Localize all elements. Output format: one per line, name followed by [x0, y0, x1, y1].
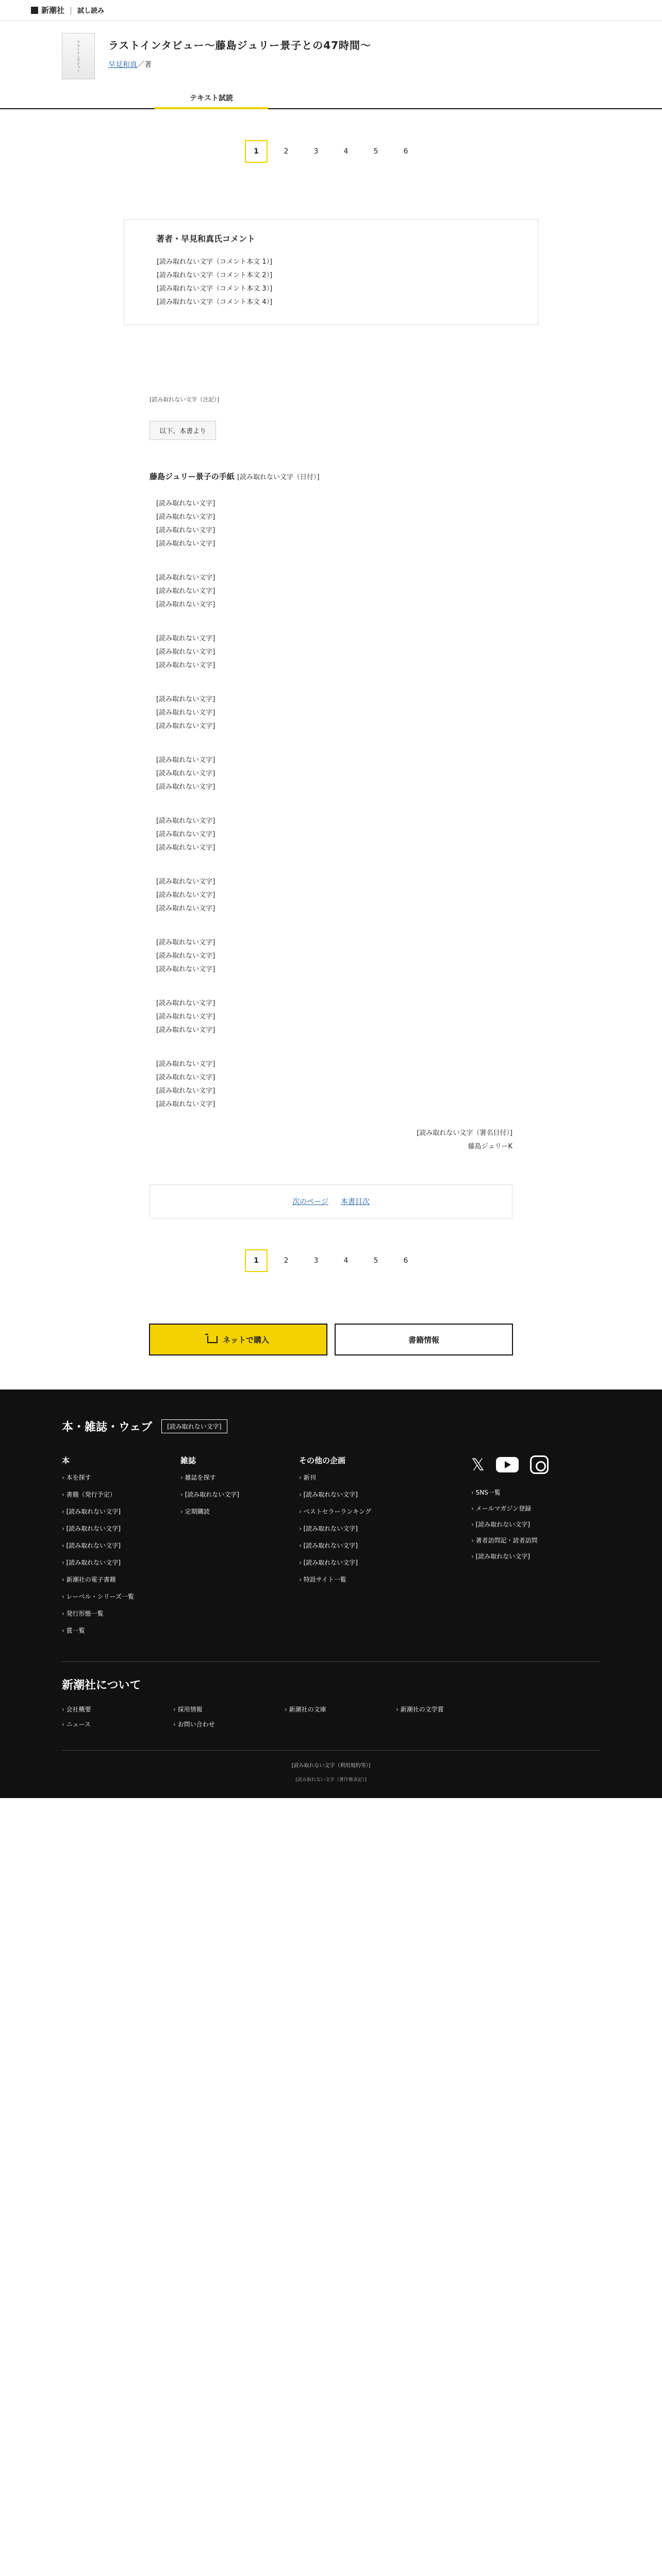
footer-column-title: その他の企画	[299, 1456, 346, 1465]
top-bar	[0, 0, 662, 21]
article-section	[150, 754, 512, 794]
page-6-button[interactable]: 6	[403, 147, 408, 156]
article-section	[150, 571, 512, 612]
footer-columns	[62, 1455, 600, 1643]
article-paragraph: [読み取れない文字]	[156, 999, 216, 1007]
about-link[interactable]: › 会社概要	[62, 1705, 173, 1714]
buy-online-label: ネットで購入	[222, 1335, 269, 1345]
copyright: [読み取れない文字（著作権表記）]	[295, 1777, 367, 1783]
article-paragraph: [読み取れない文字]	[156, 905, 216, 912]
purchase-actions	[0, 1324, 662, 1355]
book-tabs	[0, 89, 662, 109]
article-paragraph: [読み取れない文字]	[156, 1060, 216, 1068]
footer-side	[471, 1455, 600, 1643]
footer-link[interactable]: › [読み取れない文字]	[62, 1558, 165, 1567]
footer-link[interactable]: › 発行形態一覧	[62, 1609, 165, 1618]
footer-link[interactable]: › [読み取れない文字]	[299, 1490, 402, 1499]
article-paragraph: [読み取れない文字]	[156, 648, 216, 656]
brand-sub: 試し読み	[77, 7, 105, 15]
toc-link[interactable]: 本書目次	[340, 1198, 370, 1206]
signature-name: 藤島ジュリーK	[468, 1143, 512, 1150]
footer-side-link[interactable]: › メールマガジン登録	[471, 1504, 600, 1513]
article-section	[150, 632, 512, 672]
article-paragraph: [読み取れない文字]	[156, 601, 216, 608]
book-cover[interactable]	[62, 33, 95, 79]
footer-link[interactable]: › [読み取れない文字]	[299, 1524, 402, 1533]
article-paragraph: [読み取れない文字]	[156, 527, 216, 534]
footer-link[interactable]: › 賞一覧	[62, 1626, 165, 1635]
footer-link[interactable]: › [読み取れない文字]	[299, 1541, 402, 1550]
article-paragraph: [読み取れない文字]	[156, 965, 216, 973]
footer-link[interactable]: › 新潮社の電子書籍	[62, 1575, 165, 1584]
footer-side-link[interactable]: › [読み取れない文字]	[471, 1520, 600, 1529]
footer-column-title: 本	[62, 1456, 70, 1465]
article-paragraph: [読み取れない文字]	[156, 1013, 216, 1021]
article-section	[150, 497, 512, 551]
brand-logo-icon	[31, 7, 38, 14]
article-paragraph: [読み取れない文字]	[156, 696, 216, 703]
article-signature	[150, 1127, 512, 1154]
brand-name: 新潮社	[41, 6, 65, 15]
article-heading-title: 藤島ジュリー景子の手紙	[150, 472, 235, 481]
page-3-button[interactable]: 3	[313, 147, 319, 156]
buy-online-button[interactable]	[149, 1324, 327, 1355]
book-title: ラストインタビュー〜藤島ジュリー景子との47時間〜	[108, 39, 372, 52]
article-paragraph: [読み取れない文字]	[156, 783, 216, 791]
article-paragraph: [読み取れない文字]	[156, 1100, 216, 1108]
footer-column	[180, 1455, 284, 1643]
book-author	[108, 59, 371, 70]
comment-title: 著者・早見和真氏コメント	[156, 234, 256, 244]
footer-link[interactable]: › 特設サイト一覧	[299, 1575, 402, 1584]
footer-link[interactable]: › [読み取れない文字]	[62, 1507, 165, 1516]
site-brand[interactable]	[31, 5, 104, 15]
book-cover-label: ラストインタビュー	[76, 40, 80, 73]
about-link[interactable]: › 新潮社の文学賞	[396, 1705, 507, 1714]
footer-pill[interactable]: [読み取れない文字]	[161, 1419, 227, 1433]
article-paragraph: [読み取れない文字]	[156, 722, 216, 730]
article-section	[150, 875, 512, 916]
page-4-button[interactable]: 4	[343, 1257, 349, 1265]
book-info-button[interactable]: 書籍情報	[335, 1324, 513, 1355]
about-link[interactable]: › お問い合わせ	[173, 1720, 285, 1728]
article-paragraph: [読み取れない文字]	[156, 891, 216, 899]
about-link[interactable]: › 採用情報	[173, 1705, 285, 1714]
footer-link[interactable]: › 雑誌を探す	[180, 1473, 284, 1482]
page-4-button[interactable]: 4	[343, 147, 349, 156]
footer-link[interactable]: › 定期購読	[180, 1507, 284, 1516]
article-paragraph: [読み取れない文字]	[156, 540, 216, 548]
article-paragraph: [読み取れない文字]	[156, 756, 216, 764]
next-navigation	[150, 1184, 512, 1218]
article-section	[150, 997, 512, 1037]
about-link[interactable]: › 新潮社の文庫	[285, 1705, 396, 1714]
article-paragraph: [読み取れない文字]	[156, 878, 216, 886]
instagram-icon[interactable]	[530, 1455, 549, 1474]
sns-icons	[471, 1455, 600, 1475]
article-paragraph: [読み取れない文字]	[156, 770, 216, 777]
footer-logo: 本・雑誌・ウェブ	[62, 1421, 153, 1434]
author-comment-box	[124, 219, 538, 325]
article-paragraph: [読み取れない文字]	[156, 952, 216, 960]
footer-link[interactable]: › 新刊	[299, 1473, 402, 1482]
footer-side-link[interactable]: › 著者訪問記・読者訪問	[471, 1536, 600, 1545]
excerpt-label: 以下、本書より	[150, 421, 216, 440]
article-paragraph: [読み取れない文字]	[156, 574, 216, 582]
footer-side-links	[471, 1488, 600, 1561]
next-page-link[interactable]: 次のページ	[292, 1198, 328, 1206]
article-paragraph: [読み取れない文字]	[156, 844, 216, 852]
comment-text	[150, 256, 512, 309]
article-paragraph: [読み取れない文字]	[156, 500, 216, 507]
page-3-button[interactable]: 3	[313, 1257, 319, 1265]
footer-link[interactable]: › [読み取れない文字]	[62, 1541, 165, 1550]
article-sections	[150, 497, 512, 1111]
cart-icon	[207, 1336, 218, 1343]
about-link[interactable]: › ニュース	[62, 1720, 173, 1728]
footer-link[interactable]: › ベストセラーランキング	[299, 1507, 402, 1516]
article-paragraph: [読み取れない文字]	[156, 709, 216, 717]
article-paragraph: [読み取れない文字]	[156, 831, 216, 838]
youtube-icon[interactable]	[496, 1457, 519, 1472]
signature-date: [読み取れない文字（署名日付）]	[417, 1129, 512, 1137]
footer-head	[62, 1418, 600, 1434]
legal-links[interactable]: [読み取れない文字（利用規約等）]	[291, 1763, 371, 1769]
legal	[62, 1750, 600, 1783]
brand-separator: |	[70, 5, 73, 15]
article-paragraph: [読み取れない文字]	[156, 939, 216, 946]
tab-text-preview[interactable]: テキスト試読	[155, 89, 268, 109]
footer-link[interactable]: › [読み取れない文字]	[62, 1524, 165, 1533]
footer-side-link[interactable]: › SNS一覧	[471, 1488, 600, 1497]
comment-paragraph: [読み取れない文字（コメント本文 4）]	[157, 298, 273, 306]
page-6-button[interactable]: 6	[403, 1257, 408, 1265]
about-title: 新潮社について	[62, 1679, 141, 1692]
article-paragraph: [読み取れない文字]	[156, 1087, 216, 1095]
article-section	[150, 936, 512, 976]
footer-link[interactable]: › [読み取れない文字]	[180, 1490, 284, 1499]
page-2-button[interactable]: 2	[284, 147, 289, 156]
footer-link[interactable]: › [読み取れない文字]	[299, 1558, 402, 1567]
page-5-button[interactable]: 5	[373, 147, 378, 156]
article-section	[150, 815, 512, 855]
footer-link[interactable]: › 本を探す	[62, 1473, 165, 1482]
comment-paragraph: [読み取れない文字（コメント本文 2）]	[157, 272, 273, 279]
article-paragraph: [読み取れない文字]	[156, 662, 216, 669]
about-links	[62, 1705, 600, 1728]
book-header	[0, 21, 662, 79]
comment-paragraph: [読み取れない文字（コメント本文 3）]	[157, 285, 273, 293]
article-paragraph: [読み取れない文字]	[156, 635, 216, 642]
pagination-bottom	[0, 1249, 662, 1272]
article-paragraph: [読み取れない文字]	[156, 587, 216, 595]
footer-column	[62, 1455, 165, 1643]
footer-column-title: 雑誌	[180, 1456, 196, 1465]
site-footer	[0, 1389, 662, 1798]
footer-link[interactable]: › レーベル・シリーズ一覧	[62, 1592, 165, 1601]
footer-link[interactable]: › 書籍（発行予定）	[62, 1490, 165, 1499]
article-heading	[150, 471, 512, 482]
author-link[interactable]: 早見和真	[108, 61, 137, 69]
article-paragraph: [読み取れない文字]	[156, 1026, 216, 1034]
excerpt-note: [読み取れない文字（注記）]	[150, 396, 220, 403]
article-paragraph: [読み取れない文字]	[156, 1074, 216, 1081]
article-section	[150, 693, 512, 733]
comment-paragraph: [読み取れない文字（コメント本文 1）]	[157, 258, 273, 266]
x-icon[interactable]: 𝕏	[471, 1455, 485, 1475]
page-1-button[interactable]: 1	[245, 140, 268, 163]
article-heading-date: [読み取れない文字（日付）]	[237, 473, 320, 481]
footer-side-link[interactable]: › [読み取れない文字]	[471, 1552, 600, 1561]
page-5-button[interactable]: 5	[373, 1257, 378, 1265]
author-suffix: ／著	[137, 61, 152, 69]
article-section	[150, 1058, 512, 1111]
page-1-button[interactable]: 1	[245, 1249, 268, 1272]
footer-column	[299, 1455, 402, 1643]
article-paragraph: [読み取れない文字]	[156, 817, 216, 825]
page-2-button[interactable]: 2	[284, 1257, 289, 1265]
pagination-top	[0, 140, 662, 163]
article-paragraph: [読み取れない文字]	[156, 513, 216, 521]
book-meta	[108, 33, 371, 79]
article-body	[150, 471, 512, 1154]
